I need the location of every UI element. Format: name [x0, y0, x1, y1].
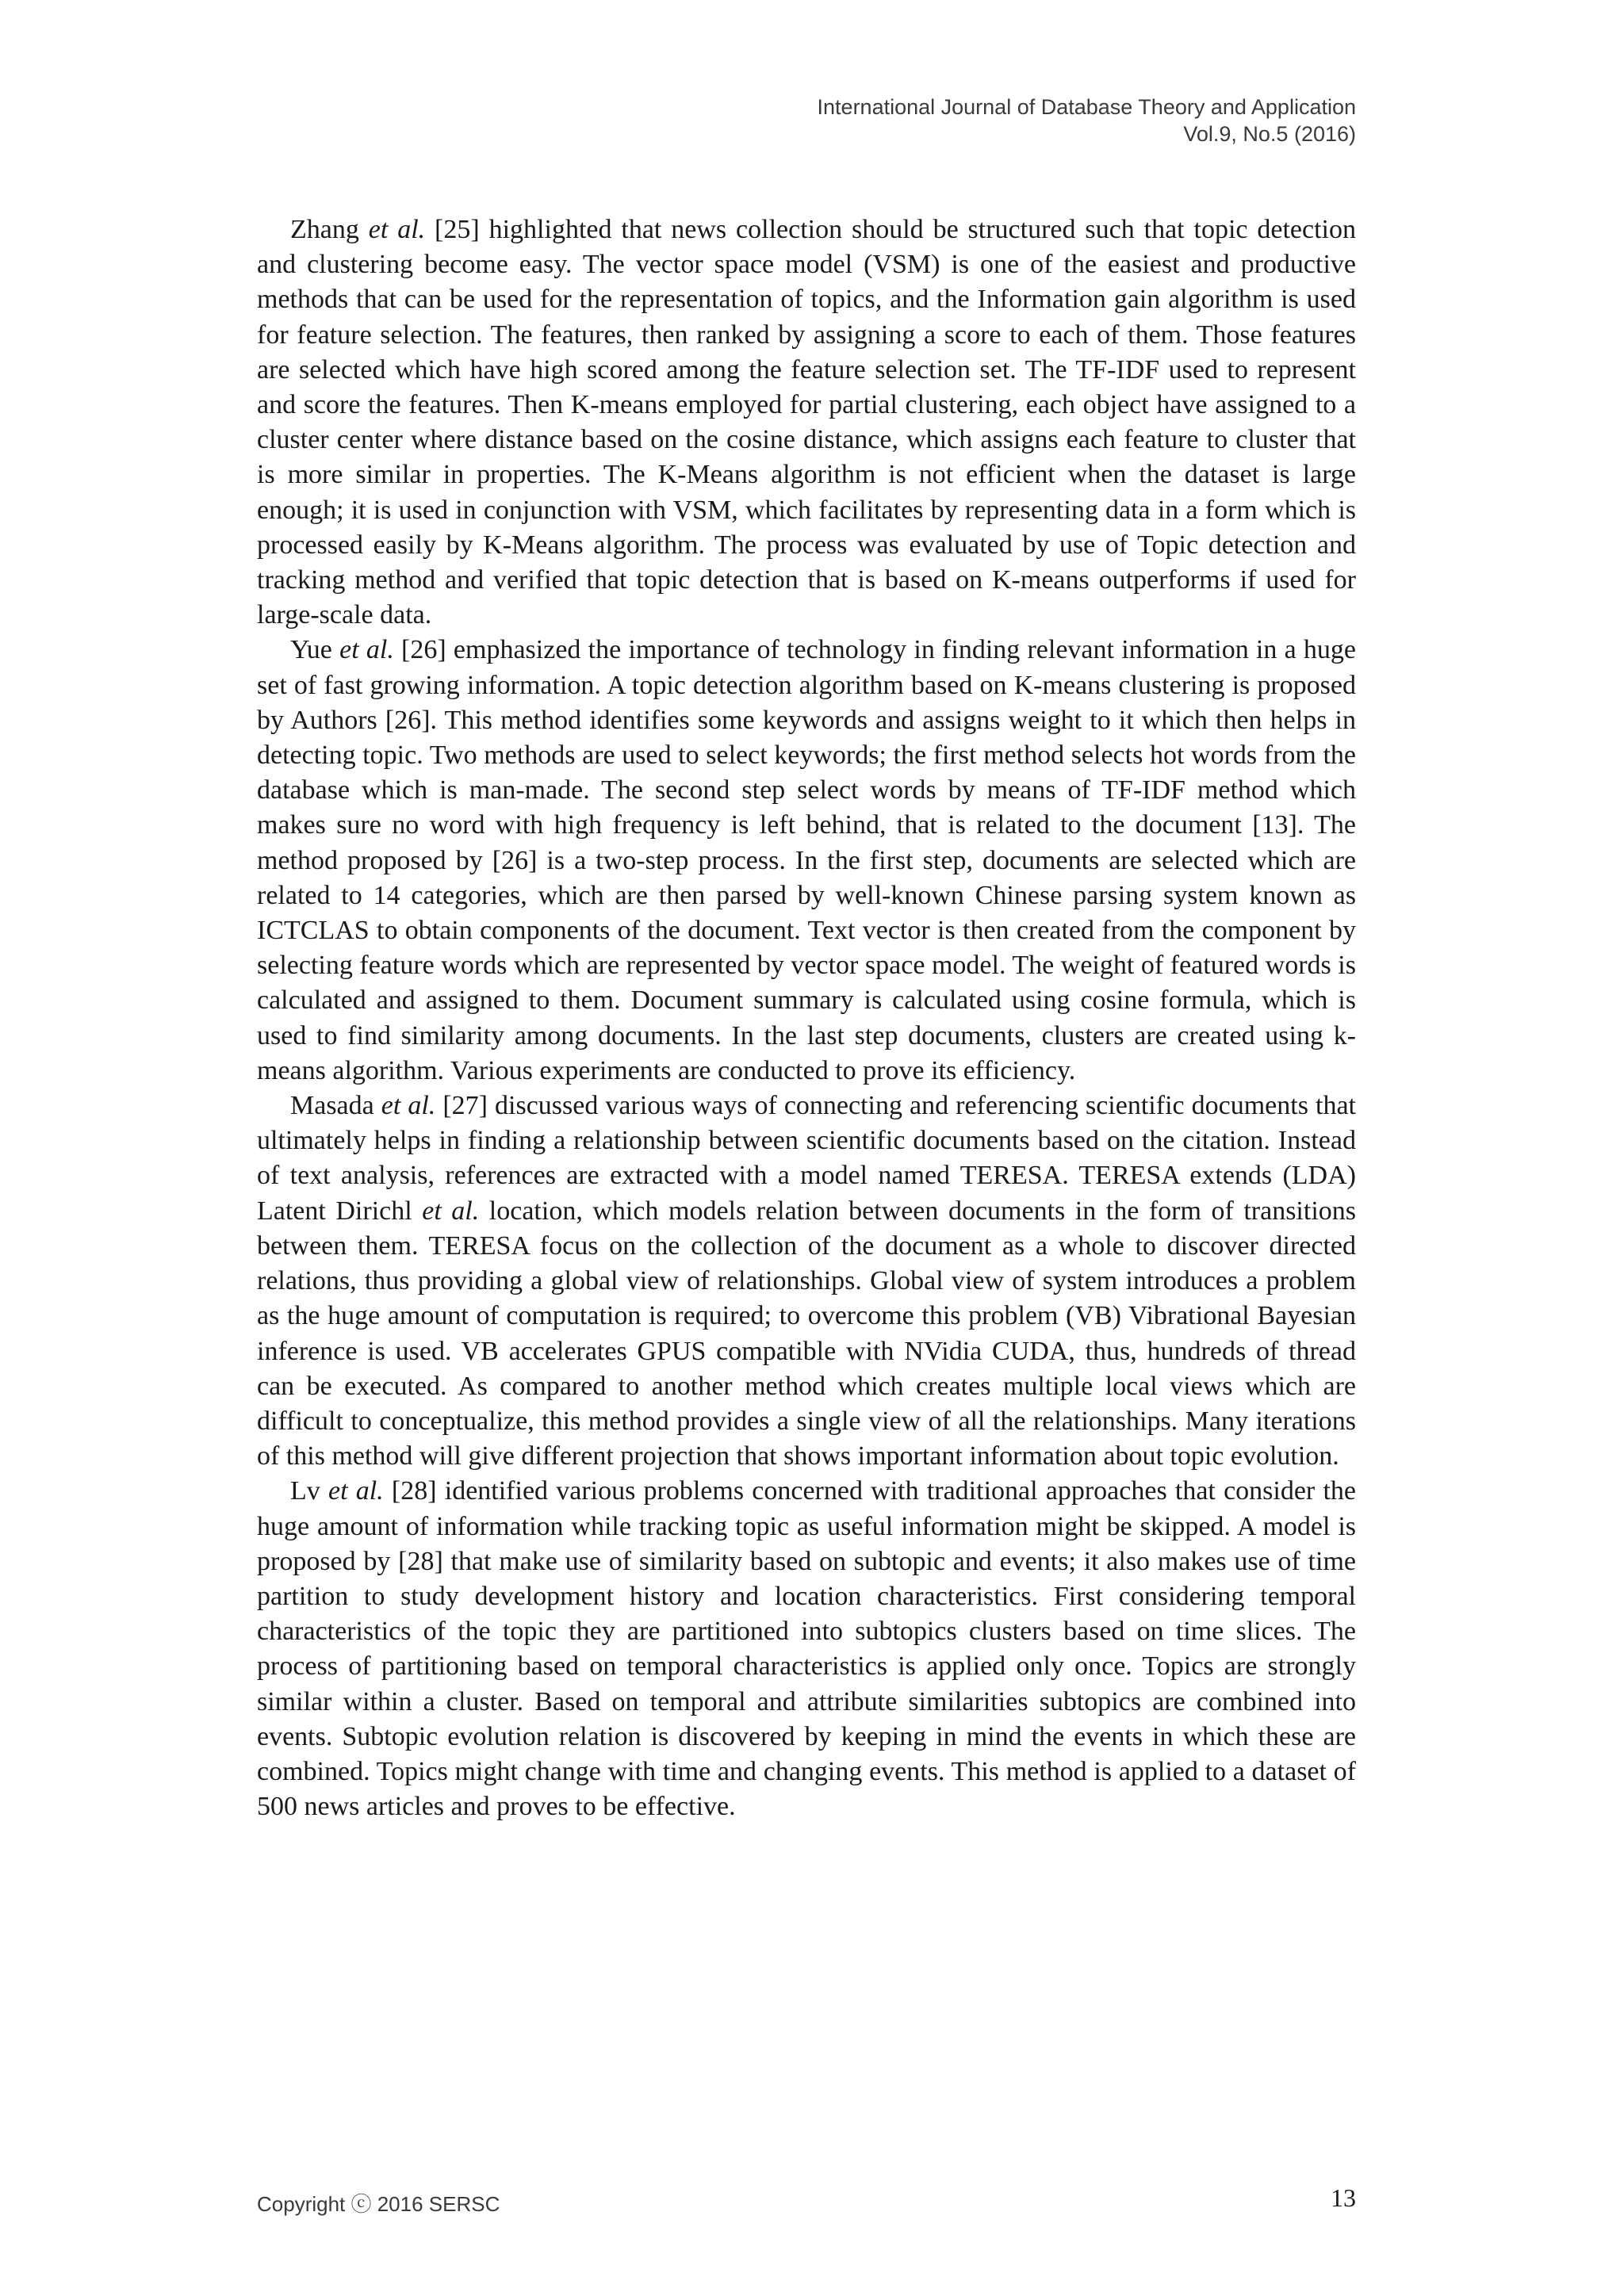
journal-title: International Journal of Database Theory and Application — [817, 95, 1356, 119]
paragraph-text: [26] emphasized the importance of technology in finding relevant information in a huge set of fast growing information. A topic detection algorithm based on K-means clustering is proposed by Authors [26]. This method identifies some keywords and assigns weight to it which then helps in detecting topic. Two methods are used to select keywords; the first method selects hot words from the database which is man-made. The second step select words by means of TF-IDF method which makes sure no word with high frequency is left behind, that is related to the document [13]. The method proposed by [26] is a two-step process. In the first step, documents are selected which are related to 14 categories, which are then parsed by well-known Chinese parsing system known as ICTCLAS to obtain components of the document. Text vector is then created from the component by selecting feature words which are represented by vector space model. The weight of featured words is calculated and assigned to them. Document summary is calculated using cosine formula, which is used to find similarity among documents. In the last step documents, clusters are created using k-means algorithm. Various experiments are conducted to prove its efficiency. — [257, 635, 1357, 1085]
paragraph-text: location, which models relation between documents in the form of transitions between them. TERESA focus on the collection of the document as a whole to discover directed relations, thus providing a global view of relationships. Global view of system introduces a problem as the huge amount of computation is required; to overcome this problem (VB) Vibrational Bayesian inference is used. VB accelerates GPUS compatible with NVidia CUDA, thus, hundreds of thread can be executed. As compared to another method which creates multiple local views which are difficult to conceptualize, this method provides a single view of all the relationships. Many iterations of this method will give different projection that shows important information about topic evolution. — [257, 1196, 1356, 1471]
et-al: et al. — [381, 1091, 436, 1121]
et-al: et al. — [368, 215, 426, 244]
paragraph-text: [25] highlighted that news collection should be structured such that topic detection and clustering become easy. The vector space model (VSM) is one of the easiest and productive methods that can be used for the representation of topics, and the Information gain algorithm is used for feature selection. The features, then ranked by assigning a score to each of them. Those features are selected which have high scored among the feature selection set. The TF-IDF used to represent and score the features. Then K-means employed for partial clustering, each object have assigned to a cluster center where distance based on the cosine distance, which assigns each feature to cluster that is more similar in properties. The K-Means algorithm is not efficient when the dataset is large enough; it is used in conjunction with VSM, which facilitates by representing data in a form which is processed easily by K-Means algorithm. The process was evaluated by use of Topic detection and tracking method and verified that topic detection that is based on K-means outperforms if used for large-scale data. — [257, 215, 1357, 630]
page-number: 13 — [1331, 2183, 1356, 2212]
author-name: Masada — [290, 1091, 381, 1121]
author-name: Lv — [290, 1476, 328, 1506]
running-header — [818, 94, 1356, 147]
paragraph-masada — [257, 1089, 1356, 1474]
body-text — [257, 212, 1356, 1824]
paragraph-text: [28] identified various problems concerned with traditional approaches that consider the huge amount of information while tracking topic as useful information might be skipped. A model is proposed by [28] that make use of similarity based on subtopic and events; it also makes use of time partition to study development history and location characteristics. First considering temporal characteristics of the topic they are partitioned into subtopics clusters based on time slices. The process of partitioning based on temporal characteristics is applied only once. Topics are strongly similar within a cluster. Based on temporal and attribute similarities subtopics are combined into events. Subtopic evolution relation is discovered by keeping in mind the events in which these are combined. Topics might change with time and changing events. This method is applied to a dataset of 500 news articles and proves to be effective. — [257, 1476, 1356, 1822]
paragraph-yue — [257, 633, 1356, 1089]
et-al: et al. — [422, 1196, 480, 1226]
paragraph-text: [27] discussed various ways of connecting and referencing scientific documents that ultimately helps in finding a relationship between scientific documents based on the citation. Instead of text analysis, references are extracted with a model named TERESA. TERESA extends (LDA) Latent Dirichl — [257, 1091, 1356, 1226]
author-name: Yue — [290, 635, 340, 665]
paragraph-zhang — [257, 212, 1356, 633]
copyright-notice: Copyright ⓒ 2016 SERSC — [257, 2192, 500, 2216]
et-al: et al. — [339, 635, 394, 665]
et-al: et al. — [327, 1476, 384, 1506]
paragraph-lv — [257, 1474, 1356, 1824]
journal-volume: Vol.9, No.5 (2016) — [1183, 122, 1356, 146]
author-name: Zhang — [290, 215, 369, 244]
